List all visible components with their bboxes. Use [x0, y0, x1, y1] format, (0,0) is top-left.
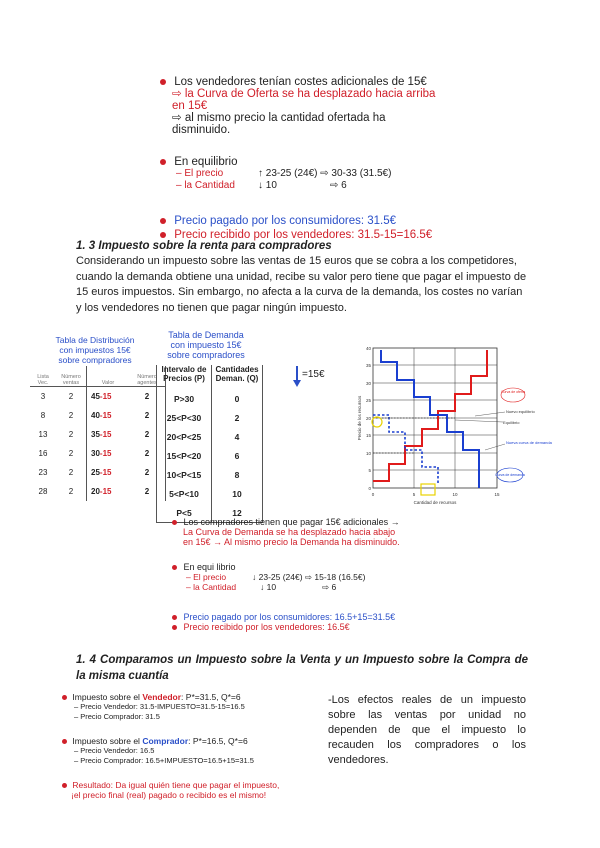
x-axis-label: Cantidad de recursos — [413, 500, 457, 505]
bullet-resultado — [62, 780, 279, 790]
dist-cell: 2 — [68, 411, 74, 420]
dem-title-line: Tabla de Demanda — [168, 330, 244, 340]
equilibrio-label: Equilibrio — [503, 420, 520, 425]
nueva-demanda-label: Nueva curva de demanda — [506, 440, 552, 445]
y-tick: 20 — [365, 416, 371, 421]
dist-cell — [87, 463, 130, 482]
dist-row — [30, 387, 166, 407]
y-tick: 35 — [365, 363, 371, 368]
bullet-text-red: ⇨ la Curva de Oferta se ha desplazado hacia arriba — [172, 88, 436, 100]
dist-cell: 2 — [68, 449, 74, 458]
dist-cell — [87, 387, 130, 407]
dem-table — [157, 365, 262, 522]
dem-qty: 8 — [234, 469, 240, 480]
bullet-text: Precio recibido por los vendedores: 31.5-15=16.5€ — [174, 229, 433, 241]
dist-cell: 2 — [68, 487, 74, 496]
dem-qty: 2 — [234, 412, 240, 423]
dist-value: 25 — [91, 468, 100, 477]
dist-cell: 23 — [38, 468, 48, 477]
dist-tax: -15 — [99, 487, 112, 496]
section-heading-1-3: 1. 3 Impuesto sobre la renta para compradores — [76, 240, 332, 252]
bullet-comprador — [62, 736, 279, 746]
dist-cell: 2 — [68, 392, 74, 401]
dist-header: Lista Vec. — [30, 366, 56, 387]
tax-arrow-label: =15€ — [302, 369, 325, 380]
sub-bullet: – Precio Vendedor: 31.5-IMPUESTO=31.5-15=16.5 — [74, 702, 245, 711]
dist-tax: -15 — [99, 411, 112, 420]
eq-label: – la Cantidad — [186, 582, 237, 592]
dist-row — [30, 482, 166, 501]
dist-value: 30 — [91, 449, 100, 458]
bullet-text-red: La Curva de Demanda se ha desplazado hacia abajo — [183, 527, 396, 537]
bullet-dot — [160, 232, 166, 238]
bullet-dot — [62, 739, 67, 744]
bullet-equilibrio — [160, 156, 435, 168]
dem-row — [157, 427, 262, 446]
dem-row — [157, 465, 262, 484]
dist-cell: 2 — [129, 444, 166, 463]
bullet-costes — [160, 76, 435, 88]
dist-tax: -15 — [99, 392, 112, 401]
bullet-text: Los compradores tienen que pagar 15€ adicionales → — [183, 517, 400, 527]
bullet-text: ¡el precio final (real) pagado o recibido es el mismo! — [71, 790, 267, 800]
dem-header: Intervalo de Precios (P) — [157, 365, 212, 389]
graph-svg — [355, 340, 552, 515]
eq-label: – El precio — [186, 572, 227, 582]
bullet-text: Precio pagado por los consumidores: 31.5€ — [174, 215, 397, 227]
dist-table-wrap — [30, 366, 166, 501]
dem-price: 5<P<10 — [157, 484, 212, 503]
bullet-text: : P*=16.5, Q*=6 — [188, 736, 248, 746]
dist-header: Número agentes — [129, 366, 166, 387]
bullet-text: : P*=31.5, Q*=6 — [181, 692, 241, 702]
eq-value: ⇨ 6 — [322, 582, 337, 592]
bullet-text: Resultado: Da igual quién tiene que pagar el impuesto, — [72, 780, 280, 790]
y-tick: 10 — [365, 451, 371, 456]
dem-qty: 12 — [232, 507, 242, 518]
dist-cell: 2 — [129, 463, 166, 482]
bullet-dot — [172, 565, 177, 570]
bullet-compradores — [172, 517, 400, 527]
compare-bullets — [62, 692, 279, 800]
dist-cell: 13 — [38, 430, 48, 439]
dem-row — [157, 389, 262, 408]
eq-value: ⇨ 6 — [330, 180, 347, 191]
bullet-text: ⇨ al mismo precio la cantidad ofertada ha — [172, 112, 386, 124]
dem-qty: 0 — [234, 393, 240, 404]
dist-value: 40 — [91, 411, 100, 420]
bullet-text: En equilibrio — [174, 156, 238, 168]
sub-bullet: – Precio Vendedor: 16.5 — [74, 746, 155, 755]
dist-row — [30, 406, 166, 425]
y-tick: 0 — [368, 486, 371, 491]
dem-qty: 4 — [234, 431, 240, 442]
bullet-bold: Comprador — [142, 736, 189, 746]
dem-table-wrap — [156, 365, 263, 523]
y-tick: 5 — [368, 468, 371, 473]
dist-cell: 2 — [129, 406, 166, 425]
bullet-vendedor — [62, 692, 279, 702]
bullet-recibido-2 — [172, 622, 400, 632]
supply-demand-graph — [355, 340, 552, 520]
bullet-dot — [62, 695, 67, 700]
eq-value: ↓ 10 — [260, 582, 277, 592]
dist-tax: -15 — [99, 430, 112, 439]
bullet-text: Impuesto sobre el — [72, 692, 143, 702]
dist-header: Número ventas — [56, 366, 87, 387]
dist-cell — [87, 425, 130, 444]
dem-qty: 10 — [232, 488, 242, 499]
bullet-text-red: en 15€ → Al mismo precio la Demanda ha disminuido. — [183, 537, 400, 547]
x-ticks — [372, 492, 500, 497]
dist-cell: 8 — [40, 411, 46, 420]
dist-row — [30, 425, 166, 444]
dist-cell: 3 — [40, 392, 46, 401]
eq-label: – El precio — [176, 168, 224, 179]
dist-cell: 2 — [129, 482, 166, 501]
compare-side-text: -Los efectos reales de un impuesto sobre las ventas por unidad no dependen de que el impuesto lo recauden los compradores o los vendedores. — [328, 694, 526, 766]
y-tick: 30 — [365, 381, 371, 386]
dem-row — [157, 408, 262, 427]
bullet-dot — [160, 159, 166, 165]
dist-row — [30, 444, 166, 463]
dist-tax: -15 — [99, 449, 112, 458]
dist-value: 45 — [91, 392, 100, 401]
dem-qty: 6 — [234, 450, 240, 461]
dist-cell — [87, 482, 130, 501]
x-tick: 15 — [494, 492, 500, 497]
bullet-text: Precio recibido por los vendedores: 16.5€ — [183, 622, 350, 632]
dem-price: 25<P<30 — [157, 408, 212, 427]
oferta-callout-label: Curva de oferta — [500, 390, 526, 394]
dem-row — [157, 484, 262, 503]
dist-cell: 2 — [129, 387, 166, 407]
dem-table-title — [158, 330, 254, 360]
bullet-bold: Vendedor — [142, 692, 182, 702]
eq-value: ↓ 10 — [258, 180, 277, 191]
dist-cell — [87, 444, 130, 463]
dist-title-line: con impuestos 15€ — [59, 345, 131, 355]
y-tick: 15 — [365, 433, 371, 438]
y-ticks — [366, 346, 372, 491]
dist-table — [30, 366, 166, 501]
dist-cell: 2 — [68, 468, 74, 477]
bullet-dot — [172, 615, 177, 620]
bullet-dot — [172, 625, 177, 630]
dist-cell: 2 — [129, 425, 166, 444]
dem-title-line: sobre compradores — [167, 350, 245, 360]
dem-price: P<5 — [157, 503, 212, 522]
dist-row — [30, 463, 166, 482]
x-tick: 0 — [371, 492, 375, 497]
sub-bullet: – Precio Comprador: 16.5+IMPUESTO=16.5+15=31.5 — [74, 756, 254, 765]
bullet-dot — [160, 218, 166, 224]
lower-bullets — [172, 517, 400, 632]
dem-header: Cantidades Deman. (Q) — [215, 365, 259, 383]
y-tick: 40 — [365, 346, 371, 351]
dem-price: 15<P<20 — [157, 446, 212, 465]
section-paragraph-1-3: Considerando un impuesto sobre las ventas de 15 euros que se cobra a los competidores, cuando la demanda obtiene una unidad, recibe su valor pero tiene que pagar el impuesto de 15 euros impuestos. Sin embargo, no afecta a la curva de la demanda, los costes no varían y los vendedores no tienen que pagar ningún impuesto. — [76, 255, 527, 314]
dem-title-line: con impuesto 15€ — [170, 340, 242, 350]
x-tick: 5 — [412, 492, 416, 497]
eq-label: – la Cantidad — [176, 180, 235, 191]
dist-value: 20 — [91, 487, 100, 496]
dem-price: P>30 — [157, 389, 212, 408]
dist-title-line: Tabla de Distribución — [55, 335, 135, 345]
sub-bullet: – Precio Comprador: 31.5 — [74, 712, 160, 721]
bullet-equilibrio-2 — [172, 562, 400, 572]
dist-tax: -15 — [99, 468, 112, 477]
nuevo-equilibrio-label: Nuevo equilibrio — [506, 409, 535, 414]
eq-value: ↑ 23-25 (24€) ⇨ 30-33 (31.5€) — [258, 168, 392, 179]
dist-value: 35 — [91, 430, 100, 439]
heading-line: misma cuantía — [88, 670, 169, 682]
y-tick: 25 — [365, 398, 371, 403]
demanda-callout-label: Curva de demanda — [495, 473, 525, 477]
top-bullets — [160, 76, 435, 241]
heading-line: 1. 4 Comparamos un Impuesto sobre la Venta y un Impuesto sobre la Compra de la — [76, 654, 528, 682]
bullet-text: Precio pagado por los consumidores: 16.5+15=31.5€ — [183, 612, 396, 622]
eq-value: ↓ 23-25 (24€) ⇨ 15-18 (16.5€) — [252, 572, 366, 582]
bullet-text: En equi librio — [183, 562, 236, 572]
x-tick: 10 — [452, 492, 458, 497]
bullet-text: disminuido. — [172, 124, 231, 136]
dem-row — [157, 446, 262, 465]
bullet-pagado-2 — [172, 612, 400, 622]
bullet-text: Los vendedores tenían costes adicionales de 15€ — [174, 76, 427, 88]
dist-cell: 28 — [38, 487, 48, 496]
dem-price: 10<P<15 — [157, 465, 212, 484]
dist-cell: 2 — [68, 430, 74, 439]
dist-table-title — [30, 335, 160, 365]
bullet-pagado — [160, 215, 435, 227]
bullet-text: Impuesto sobre el — [72, 736, 143, 746]
section-heading-1-4 — [76, 652, 528, 684]
dist-cell: 16 — [38, 449, 48, 458]
dist-header: Valor — [87, 366, 130, 387]
dist-cell — [87, 406, 130, 425]
bullet-text-red: en 15€ — [172, 100, 208, 112]
bullet-dot — [172, 520, 177, 525]
dist-title-line: sobre compradores — [58, 355, 132, 365]
dem-price: 20<P<25 — [157, 427, 212, 446]
bullet-dot — [160, 79, 166, 85]
bullet-dot — [62, 783, 67, 788]
y-axis-label: Precio de los recursos — [357, 395, 362, 441]
